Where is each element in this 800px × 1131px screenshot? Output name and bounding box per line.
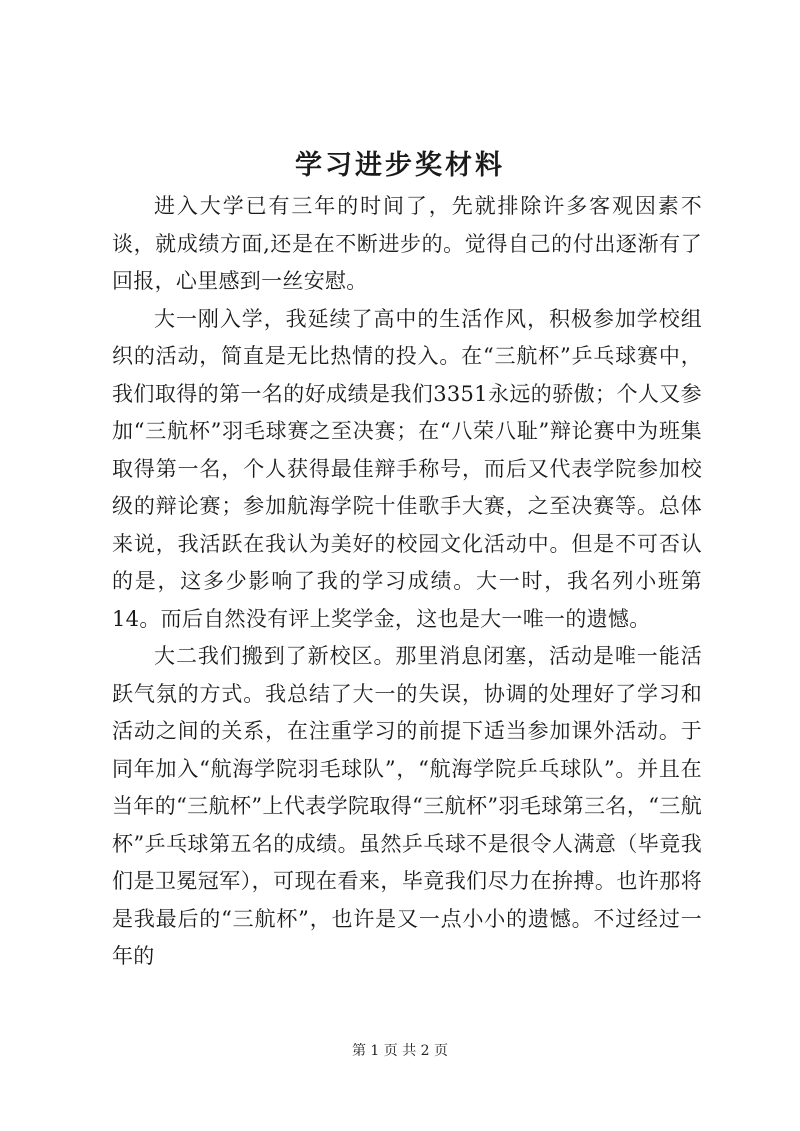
paragraph-second-year: 大二我们搬到了新校区。那里消息闭塞，活动是唯一能活跃气氛的方式。我总结了大一的失误，协调的处理好了学习和活动之间的关系，在注重学习的前提下适当参加课外活动。于同年加入“航海学院羽毛球队”，“航海学院乒乓球队”。并且在当年的“三航杯”上代表学院取得“三航杯”羽毛球第三名，“三航杯”乒乓球第五名的成绩。虽然乒乓球不是很令人满意（毕竟我们是卫冕冠军），可现在看来，毕竟我们尽力在拚搏。也许那将是我最后的“三航杯”，也许是又一点小小的遗憾。不过经过一年的: [112, 644, 702, 968]
paragraph-first-year: 大一刚入学，我延续了高中的生活作风，积极参加学校组织的活动，简直是无比热情的投入。在“三航杯”乒乓球赛中，我们取得的第一名的好成绩是我们3351永远的骄傲；个人又参加“三航杯”羽毛球赛之至决赛；在“八荣八耻”辩论赛中为班集取得第一名，个人获得最佳辩手称号，而后又代表学院参加校级的辩论赛；参加航海学院十佳歌手大赛，之至决赛等。总体来说，我活跃在我认为美好的校园文化活动中。但是不可否认的是，这多少影响了我的学习成绩。大一时，我名列小班第14。而后自然没有评上奖学金，这也是大一唯一的遗憾。: [112, 306, 702, 631]
document-title: 学习进步奖材料: [295, 150, 505, 181]
document-body: [112, 188, 702, 976]
paragraph-intro: 进入大学已有三年的时间了，先就排除许多客观因素不谈，就成绩方面,还是在不断进步的。觉得自己的付出逐渐有了回报，心里感到一丝安慰。: [112, 194, 702, 293]
page-footer: 第 1 页 共 2 页: [351, 1043, 449, 1059]
